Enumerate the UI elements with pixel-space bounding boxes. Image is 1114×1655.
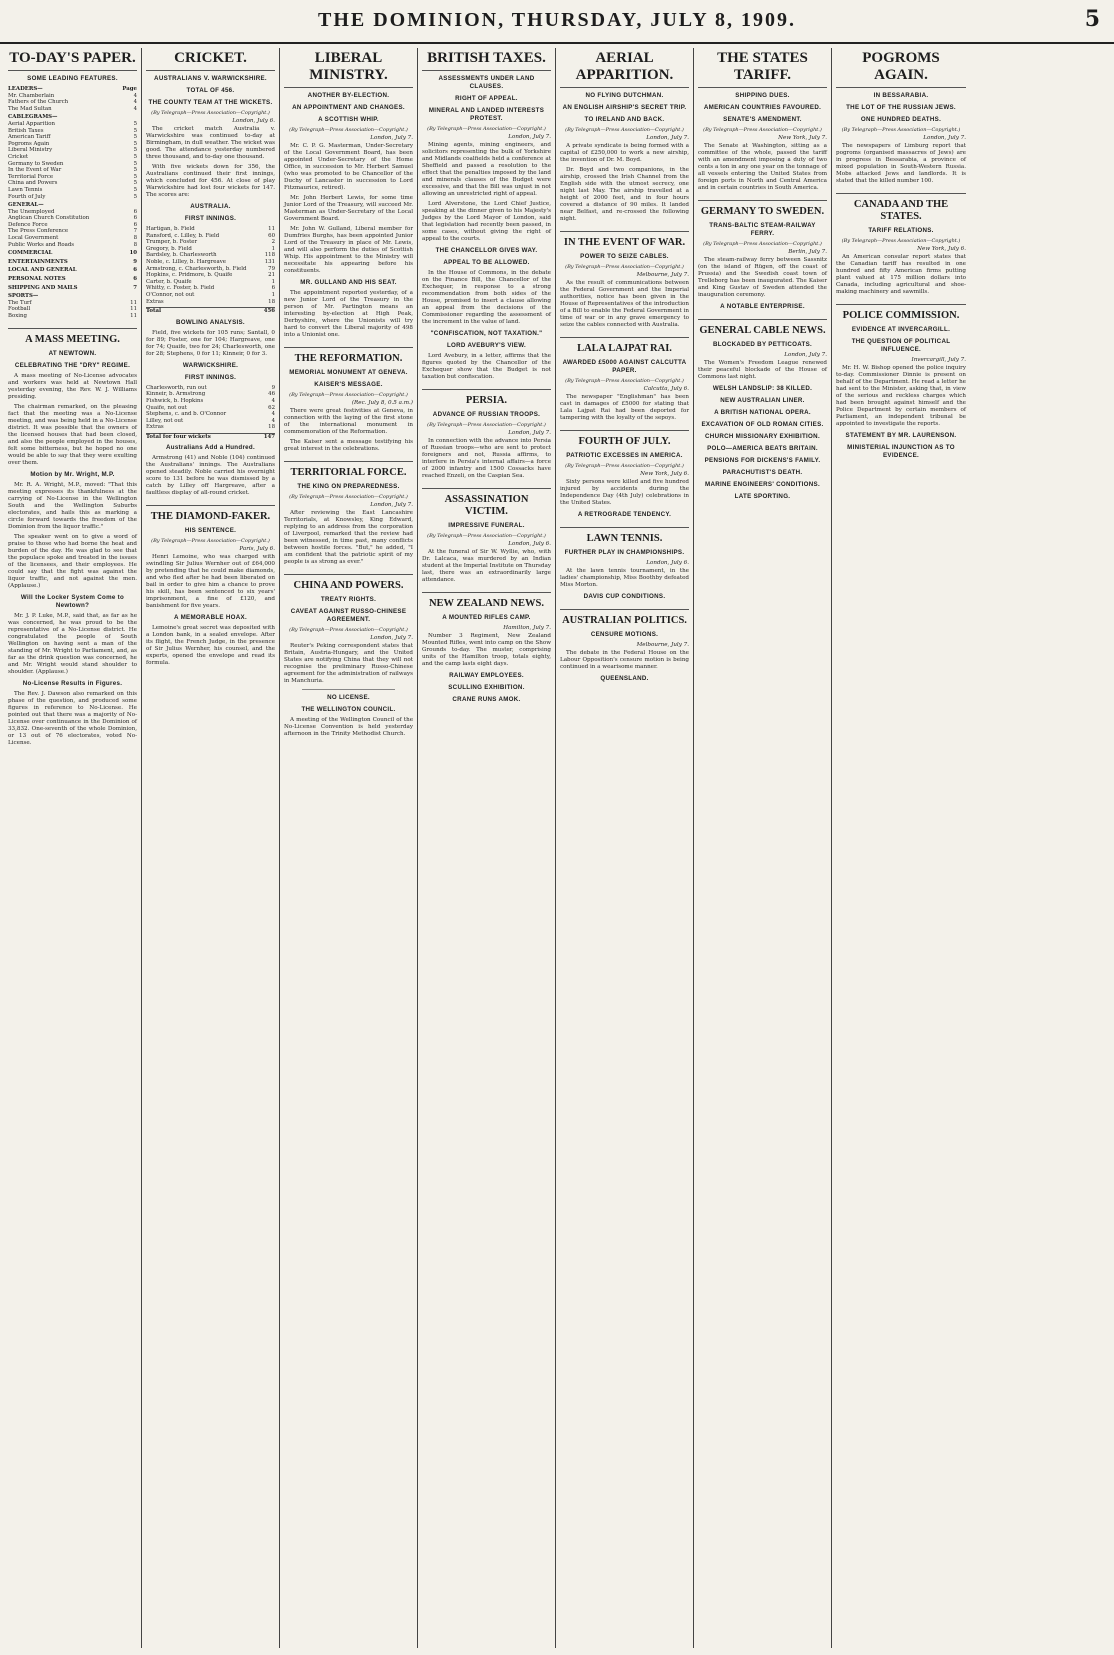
subheading: DAVIS CUP CONDITIONS. xyxy=(583,593,666,600)
subheading: Australians Add a Hundred. xyxy=(165,444,256,452)
score-row: O'Connor, not out 1 xyxy=(146,291,275,298)
dateline: London, July 6. xyxy=(232,118,275,124)
credit-line: (By Telegraph—Press Association—Copyright.) xyxy=(841,127,961,133)
subheading: QUEENSLAND. xyxy=(600,675,649,682)
index-entry: PERSONAL NOTES 6 xyxy=(8,276,137,283)
paragraph: The steam-railway ferry between Sassnitz (on the island of Rügen, off the coast of Prussia) and the Swedish coast town of Trelleborg has been inaugurated. The Kaiser and King Gustav of Sweden attended the inauguration ceremony. xyxy=(698,257,827,298)
story-heading: AUSTRALIAN POLITICS. xyxy=(560,609,689,627)
paragraph: The newspapers of Limburg report that pogroms (organised massacres of Jews) are in progress in Bessarabia, a province of mixed population in South-Western Russia. Mobs attacked Jews and landlords. It is stated that the killed number 100. xyxy=(836,143,966,184)
newspaper-title: THE DOMINION, THURSDAY, JULY 8, 1909. xyxy=(318,9,796,31)
index-entry: Local Government 8 xyxy=(8,235,137,242)
dateline: Paris, July 6. xyxy=(239,546,275,553)
paragraph: Henri Lemoine, who was charged with swindling Sir Julius Wernher out of £64,000 by pretending that he could make diamonds, and who fled after he had been liberated on bail in order to give him a chance to prove his skill, has been sentenced to six years' imprisonment, a fine of £120, and banishment for five years. xyxy=(146,554,275,610)
subheading: ADVANCE OF RUSSIAN TROOPS. xyxy=(432,411,541,418)
subheading: AUSTRALIANS V. WARWICKSHIRE. xyxy=(154,75,267,82)
paragraph: With five wickets down for 356, the Australians continued their first innings, which concluded for 456. At close of play Warwickshire had lost four wickets for 147. The scores are: xyxy=(146,164,275,198)
credit-line: (By Telegraph—Press Association—Copyright.) xyxy=(565,127,684,133)
subheading: NEW AUSTRALIAN LINER. xyxy=(720,397,805,404)
index-entry: The Mad Sultan 4 xyxy=(8,105,137,112)
credit-line: (By Telegraph—Press Association—Copyright.) xyxy=(289,127,408,133)
credit-line: (By Telegraph—Press Association—Copyright.) xyxy=(565,264,684,270)
subheading: WELSH LANDSLIP: 38 KILLED. xyxy=(712,385,813,392)
subheading: ASSESSMENTS UNDER LAND CLAUSES. xyxy=(438,75,535,90)
credit-line: (By Telegraph—Press Association—Copyright.) xyxy=(151,538,270,545)
story-heading: CANADA AND THE STATES. xyxy=(836,193,966,223)
paragraph: The debate in the Federal House on the Labour Opposition's censure motion is being continued in a wearisome manner. xyxy=(560,650,689,670)
dateline: Berlin, July 7. xyxy=(788,249,827,255)
subheading: CAVEAT AGAINST RUSSO-CHINESE AGREEMENT. xyxy=(290,608,407,623)
subheading: POWER TO SEIZE CABLES. xyxy=(580,253,669,260)
subheading: A MEMORABLE HOAX. xyxy=(174,614,247,622)
dateline: New York, July 7. xyxy=(778,135,827,141)
column-heading: THE STATES TARIFF. xyxy=(698,50,827,88)
paragraph: At the lawn tennis tournament, in the ladies' championship, Miss Boothby defeated Miss Morton. xyxy=(560,568,689,588)
subheading: LATE SPORTING. xyxy=(734,493,791,500)
story-heading: POLICE COMMISSION. xyxy=(836,304,966,322)
paragraph: Mr. H. W. Bishop opened the police inquiry to-day. Commissioner Dinnie is present on behalf of the Department. He read a letter he had sent to the Minister, asking that, in view of the serious and reckless charges which had been brought against himself and the Police Department by certain members of Parliament, an independent tribunal be appointed to investigate the reports. xyxy=(836,365,966,427)
paragraph: At the funeral of Sir W. Wyllie, who, with Dr. Lalcaca, was murdered by an Indian student at the Imperial Institute on Thursday last, there was an extraordinarily large attendance. xyxy=(422,549,551,583)
dateline: Invercargill, July 7. xyxy=(911,357,966,363)
subheading: A MOUNTED RIFLES CAMP. xyxy=(442,614,531,621)
column-states-tariff xyxy=(694,48,832,1648)
index-entry: Aerial Apparition 5 xyxy=(8,120,137,127)
index-entry: The Turf 11 xyxy=(8,299,137,306)
subheading: A SCOTTISH WHIP. xyxy=(318,116,379,123)
paragraph: Mr. R. A. Wright, M.P., moved: "That this meeting expresses its thankfulness at the carrying of No-License in the Wellington South and the Wellington Suburbs electorates, and hails this as marking a circle forward towards the freedom of the Dominion from the liquor traffic." xyxy=(8,481,137,530)
subheading: LORD AVEBURY'S VIEW. xyxy=(446,342,527,349)
index-entry: In the Event of War 5 xyxy=(8,167,137,174)
subheading: RAILWAY EMPLOYEES. xyxy=(449,672,524,679)
paragraph: The speaker went on to give a word of praise to those who had borne the heat and burden of the day. He was glad to see that the populace spoke and treated in the issues of the licensees, and their employees. He could say that the fight was against the liquor traffic, and not against the men. (Applause.) xyxy=(8,533,137,589)
credit-line: (By Telegraph—Press Association—Copyright.) xyxy=(703,127,822,133)
subheading: TO IRELAND AND BACK. xyxy=(584,116,665,123)
subheading: POLO—AMERICA BEATS BRITAIN. xyxy=(707,445,818,452)
paragraph: After reviewing the East Lancashire Territorials, at Knowsley, King Edward, replying to an address from the corporation of Liverpool, remarked that the review had been witnessed, in time past, many conflicts between hostile forces. "But," he added, "I am confident that the patriotic spirit of my people is as strong as ever." xyxy=(284,510,413,565)
team-name: AUSTRALIA. xyxy=(190,203,231,210)
index-entry: LEADERS— Page xyxy=(8,86,137,92)
subheading: EXCAVATION OF OLD ROMAN CITIES. xyxy=(701,421,824,428)
index-entry: Fathers of the Church 4 xyxy=(8,99,137,106)
dateline: Hamilton, July 7. xyxy=(503,625,551,631)
subheading: A NOTABLE ENTERPRISE. xyxy=(720,303,805,310)
credit-line: (By Telegraph—Press Association—Copyright.) xyxy=(289,494,408,500)
subheading: Will the Locker System Come to Newtown? xyxy=(20,593,125,609)
score-row: Hartigan, b. Field 11 xyxy=(146,226,275,232)
score-row: Carter, b. Quaife 1 xyxy=(146,278,275,285)
subheading: PARACHUTIST'S DEATH. xyxy=(722,469,803,476)
score-row: Lilley, not out 4 xyxy=(146,417,275,424)
subheading: THE LOT OF THE RUSSIAN JEWS. xyxy=(846,104,956,111)
newspaper-columns xyxy=(4,48,1110,1648)
subheading: CELEBRATING THE "DRY" REGIME. xyxy=(14,361,131,369)
column-todays-paper xyxy=(4,48,142,1648)
column-heading: POGROMS AGAIN. xyxy=(836,50,966,88)
paragraph: Mr. John Herbert Lewis, for some time Junior Lord of the Treasury, will succeed Mr. Masterman as Under-Secretary of the Local Government Board. xyxy=(284,195,413,222)
subheading: NO FLYING DUTCHMAN. xyxy=(585,92,664,99)
index-entry: British Taxes 5 xyxy=(8,127,137,134)
index-entry: The Press Conference 7 xyxy=(8,228,137,235)
score-row: Gregory, b. Field 1 xyxy=(146,245,275,252)
column-british-taxes xyxy=(418,48,556,1648)
subheading: "CONFISCATION, NOT TAXATION." xyxy=(430,330,543,337)
dateline: London, July 7. xyxy=(923,135,966,141)
paragraph: Field, five wickets for 105 runs; Santall, 0 for 89; Foster, one for 104; Hargreave, one for 74; Quaife, two for 24; Charlesworth, one for 28; Stephens, 0 for 11; Kinneir, 0 for 3. xyxy=(146,329,275,357)
subheading: SENATE'S AMENDMENT. xyxy=(723,116,802,123)
story-heading: CHINA AND POWERS. xyxy=(284,574,413,592)
dateline: London, July 7. xyxy=(370,135,413,141)
index-entry: ENTERTAINMENTS 9 xyxy=(8,258,137,265)
score-row: Hopkins, c. Pridmore, b. Quaife 21 xyxy=(146,272,275,279)
index-entry: Cricket 5 xyxy=(8,153,137,160)
dateline: London, July 7. xyxy=(784,352,827,358)
subheading: A RETROGRADE TENDENCY. xyxy=(577,511,672,518)
story-heading: THE REFORMATION. xyxy=(284,347,413,365)
paragraph: As the result of communications between the Federal Government and the Imperial authorities, notice has been given in the House of Representatives of the introduction of a Bill to enable the Federal Government in time of war or in any grave emergency to seize the cables connected with Australia. xyxy=(560,280,689,328)
index-entry: Liberal Ministry 5 xyxy=(8,147,137,154)
dateline: London, July 7. xyxy=(370,635,413,641)
subheading: AMERICAN COUNTRIES FAVOURED. xyxy=(703,104,822,111)
paragraph: A mass meeting of No-License advocates and workers was held at Newtown Hall yesterday evening, the Rev. W. J. Williams presiding. xyxy=(8,372,137,400)
subheading: ANOTHER BY-ELECTION. xyxy=(307,92,390,99)
dateline: Melbourne, July 7. xyxy=(636,272,689,278)
score-row: Noble, c. Lilley, b. Hargreave 131 xyxy=(146,258,275,265)
dateline: New York, July 6. xyxy=(917,246,966,252)
credit-line: (By Telegraph—Press Association—Copyright.) xyxy=(841,238,961,244)
dateline: London, July 7. xyxy=(508,134,551,140)
score-row: Armstrong, c. Charlesworth, b. Field 79 xyxy=(146,265,275,272)
credit-line: (By Telegraph—Press Association—Copyright.) xyxy=(703,241,822,247)
subheading: AT NEWTOWN. xyxy=(48,349,97,357)
story-heading: IN THE EVENT OF WAR. xyxy=(560,231,689,249)
column-heading: AERIAL APPARITION. xyxy=(560,50,689,88)
index-entry: American Tariff 5 xyxy=(8,134,137,141)
index-entry: Mr. Chamberlain 4 xyxy=(8,92,137,99)
subheading: BOWLING ANALYSIS. xyxy=(176,318,245,326)
story-heading: NEW ZEALAND NEWS. xyxy=(422,592,551,610)
subheading: SOME LEADING FEATURES. xyxy=(27,75,118,82)
score-row: Kinneir, b. Armstrong 46 xyxy=(146,391,275,398)
column-heading: LIBERAL MINISTRY. xyxy=(284,50,413,88)
paragraph: In connection with the advance into Persia of Russian troops—who are sent to protect foreigners and not, Russia affirms, to interfere in Persia's internal affairs—a force of 2000 infantry and 1500 Cossacks have reached Enzeli, on the Caspian Sea. xyxy=(422,438,551,479)
paragraph: Mr. C. P. G. Masterman, Under-Secretary of the Local Government Board, has been appointed Under-Secretary of the Home Office, in succession to Mr. Herbert Samuel (who was promoted to be Chancellor of the Duchy of Lancaster in succession to Lord Fitzmaurice, retired). xyxy=(284,143,413,191)
index-entry: Pogroms Again 5 xyxy=(8,140,137,147)
score-row: Quaife, not out 62 xyxy=(146,404,275,411)
subheading: THE KING ON PREPAREDNESS. xyxy=(297,483,400,490)
score-row: Bardsley, b. Charlesworth 118 xyxy=(146,252,275,259)
score-row: Stephens, c. and b. O'Connor 4 xyxy=(146,411,275,418)
dateline: London, July 6. xyxy=(646,560,689,566)
story-heading: LAWN TENNIS. xyxy=(560,527,689,545)
index-entry: Fourth of July 5 xyxy=(8,193,137,200)
score-row: Extras 18 xyxy=(146,424,275,431)
subheading: CRANE RUNS AMOK. xyxy=(452,696,521,703)
subheading: CENSURE MOTIONS. xyxy=(590,631,659,638)
column-heading: TO-DAY'S PAPER. xyxy=(8,50,137,71)
score-row: Trumper, b. Foster 2 xyxy=(146,239,275,246)
paragraph: Reuter's Peking correspondent states that Britain, Austria-Hungary, and the United States are notifying China that they will not recognise the preliminary Russo-Chinese agreement for the administration of railways in Manchuria. xyxy=(284,643,413,684)
story-heading: ASSASSINATION VICTIM. xyxy=(422,488,551,518)
contents-index xyxy=(8,86,137,320)
index-entry: CABLEGRAMS— xyxy=(8,114,58,121)
score-row: Fishwick, b. Hopkins 4 xyxy=(146,397,275,404)
subheading: MINERAL AND LANDED INTERESTS PROTEST. xyxy=(428,107,545,122)
credit-line: (By Telegraph—Press Association—Copyright.) xyxy=(289,627,408,633)
paragraph: The Women's Freedom League renewed their peaceful blockade of the House of Commons last night. xyxy=(698,360,827,380)
subheading: APPEAL TO BE ALLOWED. xyxy=(443,259,530,266)
index-entry: GENERAL— xyxy=(8,202,44,209)
dateline: London, July 6. xyxy=(508,541,551,547)
index-entry: Lawn Tennis 5 xyxy=(8,186,137,193)
column-cricket xyxy=(142,48,280,1648)
story-heading: PERSIA. xyxy=(422,389,551,407)
score-total: Total 456 xyxy=(146,308,275,315)
paragraph: There were great festivities at Geneva, in connection with the laying of the first stone of the international monument in commemoration of the Reformation. xyxy=(284,408,413,435)
paragraph: The Rev. J. Dawson also remarked on this phase of the question, and produced some figures in reference to No-License. He pointed out that there was a majority of No-License over continuance in the Dominion of 33,832. One-seventh of the whole Dominion, or 13 out of 76 electorates, voted No-License. xyxy=(8,690,137,746)
subheading: MEMORIAL MONUMENT AT GENEVA. xyxy=(289,369,408,376)
paragraph: Mr. John W. Gulland, Liberal member for Dumfries Burghs, has been appointed Junior Lord of the Treasury in place of Mr. Lewis, and will also perform the duties of Scottish Whip. His appointment to the Ministry will necessitate his appearing before his constituents. xyxy=(284,226,413,274)
credit-line: (By Telegraph—Press Association—Copyright.) xyxy=(565,378,684,384)
dateline: London, July 7. xyxy=(646,135,689,141)
credit-line: (By Telegraph—Press Association—Copyright.) xyxy=(565,463,684,469)
paragraph: A meeting of the Wellington Council of the No-License Convention is held yesterday afternoon in the Trinity Methodist Church. xyxy=(284,717,413,737)
index-entry: Football 11 xyxy=(8,306,137,313)
paragraph: Lord Avebury, in a letter, affirms that the figures quoted by the Chancellor of the Exchequer show that the Budget is not taxation but confiscation. xyxy=(422,353,551,380)
subheading: TREATY RIGHTS. xyxy=(320,596,377,603)
subheading: KAISER'S MESSAGE. xyxy=(314,381,383,388)
subheading: PATRIOTIC EXCESSES IN AMERICA. xyxy=(566,452,683,459)
credit-line: (By Telegraph—Press Association—Copyright.) xyxy=(427,422,546,428)
subheading: SHIPPING DUES. xyxy=(735,92,790,99)
subheading: STATEMENT BY MR. LAURENSON. xyxy=(845,432,957,439)
subheading: MINISTERIAL INJUNCTION AS TO EVIDENCE. xyxy=(847,444,955,459)
paragraph: Mining agents, mining engineers, and solicitors representing the bulk of Yorkshire and Midlands coalfields held a conference at Sheffield and passed a resolution to the effect that the penalties imposed by the land and minerals clauses of the Budget were excessive, and that the Bill was unjust in not allowing an unrestricted right of appeal. xyxy=(422,142,551,197)
score-row: Ransford, c. Lilley, b. Field 60 xyxy=(146,232,275,239)
paragraph: The newspaper "Englishman" has been cast in damages of £5000 for stating that Lala Lajpat Rai had been deported for tampering with the loyalty of the sepoys. xyxy=(560,394,689,421)
paragraph: The cricket match Australia v. Warwickshire was continued to-day at Birmingham, in dull weather. The wicket was good. The attendance yesterday numbered three thousand, and to-day one thousand. xyxy=(146,126,275,160)
subheading: AWARDED £5000 AGAINST CALCUTTA PAPER. xyxy=(562,359,687,374)
dateline: (Rec. July 8, 0.5 a.m.) xyxy=(351,400,413,406)
score-row: Charlesworth, run out 9 xyxy=(146,384,275,391)
subheading: SCULLING EXHIBITION. xyxy=(448,684,525,691)
subheading: No-License Results in Figures. xyxy=(22,679,123,687)
subheading: THE QUESTION OF POLITICAL INFLUENCE. xyxy=(851,338,951,353)
paragraph: The appointment reported yesterday, of a new Junior Lord of the Treasury in the person of Mr. Partington means an interesting by-election at High Peak, Derbyshire, where the Unionists will try hard to convert the Liberal majority of 498 into a Unionist one. xyxy=(284,290,413,338)
subheading: IN BESSARABIA. xyxy=(873,92,929,99)
index-entry: Germany to Sweden 5 xyxy=(8,160,137,167)
paragraph: Sixty persons were killed and five hundred injured by accidents during the Independence Day (4th July) celebrations in the United States. xyxy=(560,479,689,506)
paragraph: A private syndicate is being formed with a capital of £250,000 to work a new airship, the invention of Dr. M. Boyd. xyxy=(560,143,689,163)
subheading: IMPRESSIVE FUNERAL. xyxy=(448,522,525,529)
subheading: MARINE ENGINEERS' CONDITIONS. xyxy=(704,481,821,488)
subheading: FURTHER PLAY IN CHAMPIONSHIPS. xyxy=(564,549,685,556)
index-entry: COMMERCIAL 10 xyxy=(8,250,137,257)
story-heading: A MASS MEETING. xyxy=(8,328,137,346)
subheading: THE CHANCELLOR GIVES WAY. xyxy=(435,247,538,254)
story-heading: LALA LAJPAT RAI. xyxy=(560,337,689,355)
innings-label: FIRST INNINGS. xyxy=(184,373,237,381)
subheading: AN ENGLISH AIRSHIP'S SECRET TRIP. xyxy=(562,104,687,111)
column-heading: CRICKET. xyxy=(146,50,275,71)
paragraph: Dr. Boyd and two companions, in the airship, crossed the Irish Channel from the English side with the utmost secrecy, one night last May. The airship travelled at a height of 2000 feet, and in four hours covered a distance of 90 miles. It landed near Belfast, and re-crossed the following night. xyxy=(560,167,689,222)
page-number: 5 xyxy=(1084,6,1100,32)
subheading: EVIDENCE AT INVERCARGILL. xyxy=(851,326,951,333)
paragraph: Mr. J. P. Luke, M.P., said that, as far as he was concerned, he was proud to be the representative of a No-License district. He congratulated the people of South Wellington on having sent a man of the standing of Mr. Wright to Parliament, and, as far as the drink question was concerned, he and Mr. Wright would stand shoulder to shoulder. (Applause.) xyxy=(8,612,137,675)
story-heading: FOURTH OF JULY. xyxy=(560,430,689,448)
column-heading: BRITISH TAXES. xyxy=(422,50,551,71)
index-entry: Territorial Force 5 xyxy=(8,173,137,180)
index-entry: LOCAL AND GENERAL 6 xyxy=(8,267,137,274)
subheading: TRANS-BALTIC STEAM-RAILWAY FERRY. xyxy=(709,222,816,237)
column-aerial-apparition xyxy=(556,48,694,1648)
paragraph: Armstrong (41) and Noble (104) continued the Australians' innings. The Australians opened steadily. Noble carried his overnight score to 131 before he was dismissed by a catch by Lilley off Hargreave, after a faultless display of all-round cricket. xyxy=(146,455,275,497)
scorecard xyxy=(146,385,275,431)
index-entry: Boxing 11 xyxy=(8,313,137,319)
index-entry: China and Powers 5 xyxy=(8,180,137,187)
subheading: TOTAL OF 456. xyxy=(186,87,235,94)
paragraph: Number 3 Regiment, New Zealand Mounted Rifles, went into camp on the Show Grounds to-day. The muster, comprising units of the Hamilton troop, totals eighty, and the camp lasts eight days. xyxy=(422,633,551,667)
story-heading: TERRITORIAL FORCE. xyxy=(284,461,413,479)
subheading: ONE HUNDRED DEATHS. xyxy=(860,116,942,123)
subheading: A BRITISH NATIONAL OPERA. xyxy=(714,409,811,416)
paragraph: The Kaiser sent a message testifying his great interest in the celebrations. xyxy=(284,439,413,452)
dateline: New York, July 6. xyxy=(640,471,689,477)
dateline: London, July 7. xyxy=(508,430,551,436)
paragraph: An American consular report states that the Canadian tariff has resulted in one hundred and fifty American firms putting plant valued at 175 million dollars into Canada, including agricultural and shoe-making machinery and sawmills. xyxy=(836,254,966,295)
paragraph: In the House of Commons, in the debate on the Finance Bill, the Chancellor of the Exchequer, in response to a strong recommendation from both sides of the House, promised to insert a clause allowing an appeal from the decisions of the Commissioner regarding the assessment of the increment in the value of land. xyxy=(422,270,551,325)
dateline: Melbourne, July 7. xyxy=(636,642,689,648)
team-name: WARWICKSHIRE. xyxy=(182,361,239,369)
scorecard xyxy=(146,226,275,305)
paragraph: Lord Alverstone, the Lord Chief Justice, speaking at the dinner given to his Majesty's Judges by the Lord Mayor of London, said that legislation had recently been passed, in some cases, without giving the right of appeal to the courts. xyxy=(422,201,551,242)
index-entry: Defence Force 6 xyxy=(8,221,137,228)
innings-label: FIRST INNINGS. xyxy=(184,215,237,222)
credit-line: (By Telegraph—Press Association—Copyright.) xyxy=(427,533,546,539)
subheading: NO LICENSE. xyxy=(327,694,370,701)
story-heading: GENERAL CABLE NEWS. xyxy=(698,319,827,337)
dateline: Calcutta, July 6. xyxy=(643,386,689,392)
index-entry: The Unemployed 6 xyxy=(8,208,137,215)
index-entry: SHIPPING AND MAILS 7 xyxy=(8,284,137,291)
credit-line: (By Telegraph—Press Association—Copyright.) xyxy=(427,126,546,132)
score-row: Whitty, c. Foster, b. Field 6 xyxy=(146,285,275,292)
subheading: BLOCKADED BY PETTICOATS. xyxy=(712,341,813,348)
subheading: MR. GULLAND AND HIS SEAT. xyxy=(300,279,397,286)
index-entry: SPORTS— xyxy=(8,293,39,300)
story-heading: GERMANY TO SWEDEN. xyxy=(698,200,827,218)
index-entry: Public Works and Roads 8 xyxy=(8,241,137,248)
story-heading: THE DIAMOND-FAKER. xyxy=(146,505,275,523)
paragraph: The chairman remarked, on the pleasing fact that the meeting was a No-License meeting, and was being held in a No-License district. It was possible that the owners of the licensed houses that had been closed, and also the people employed in the houses, felt some bitterness, but he hoped no one would be able to say that they were exulting over them. xyxy=(8,403,137,466)
credit-line: (By Telegraph—Press Association—Copyright.) xyxy=(289,392,408,398)
score-row: Extras 18 xyxy=(146,298,275,305)
subheading: TARIFF RELATIONS. xyxy=(868,227,934,234)
column-liberal-ministry xyxy=(280,48,418,1648)
credit-line: (By Telegraph—Press Association—Copyright.) xyxy=(151,110,270,116)
score-total: Total for four wickets 147 xyxy=(146,433,275,440)
paragraph: Lemoine's great secret was deposited with a London bank, in a sealed envelope. After its flight, the French Judge, in the presence of Sir Julius Wernher, his counsel, and the experts, opened the envelope and read its formula. xyxy=(146,625,275,667)
masthead xyxy=(0,0,1114,44)
subheading: HIS SENTENCE. xyxy=(184,527,237,535)
dateline: London, July 7. xyxy=(370,502,413,508)
paragraph: The Senate at Washington, sitting as a committee of the whole, passed the tariff with an amendment imposing a duty of two cents a ton in any one year on the tonnage of all vessels entering the United States from foreign ports in North and Central America and in certain countries in South America. xyxy=(698,143,827,191)
subheading: CHURCH MISSIONARY EXHIBITION. xyxy=(705,433,820,440)
subheading: THE COUNTY TEAM AT THE WICKETS. xyxy=(148,99,273,106)
subheading: Motion by Mr. Wright, M.P. xyxy=(30,470,115,478)
column-pogroms-again xyxy=(832,48,970,1648)
subheading: THE WELLINGTON COUNCIL. xyxy=(301,706,396,713)
divider xyxy=(302,689,395,690)
index-entry: Anglican Church Constitution 6 xyxy=(8,215,137,222)
subheading: AN APPOINTMENT AND CHANGES. xyxy=(292,104,405,111)
subheading: PENSIONS FOR DICKENS'S FAMILY. xyxy=(704,457,821,464)
subheading: RIGHT OF APPEAL. xyxy=(455,95,518,102)
